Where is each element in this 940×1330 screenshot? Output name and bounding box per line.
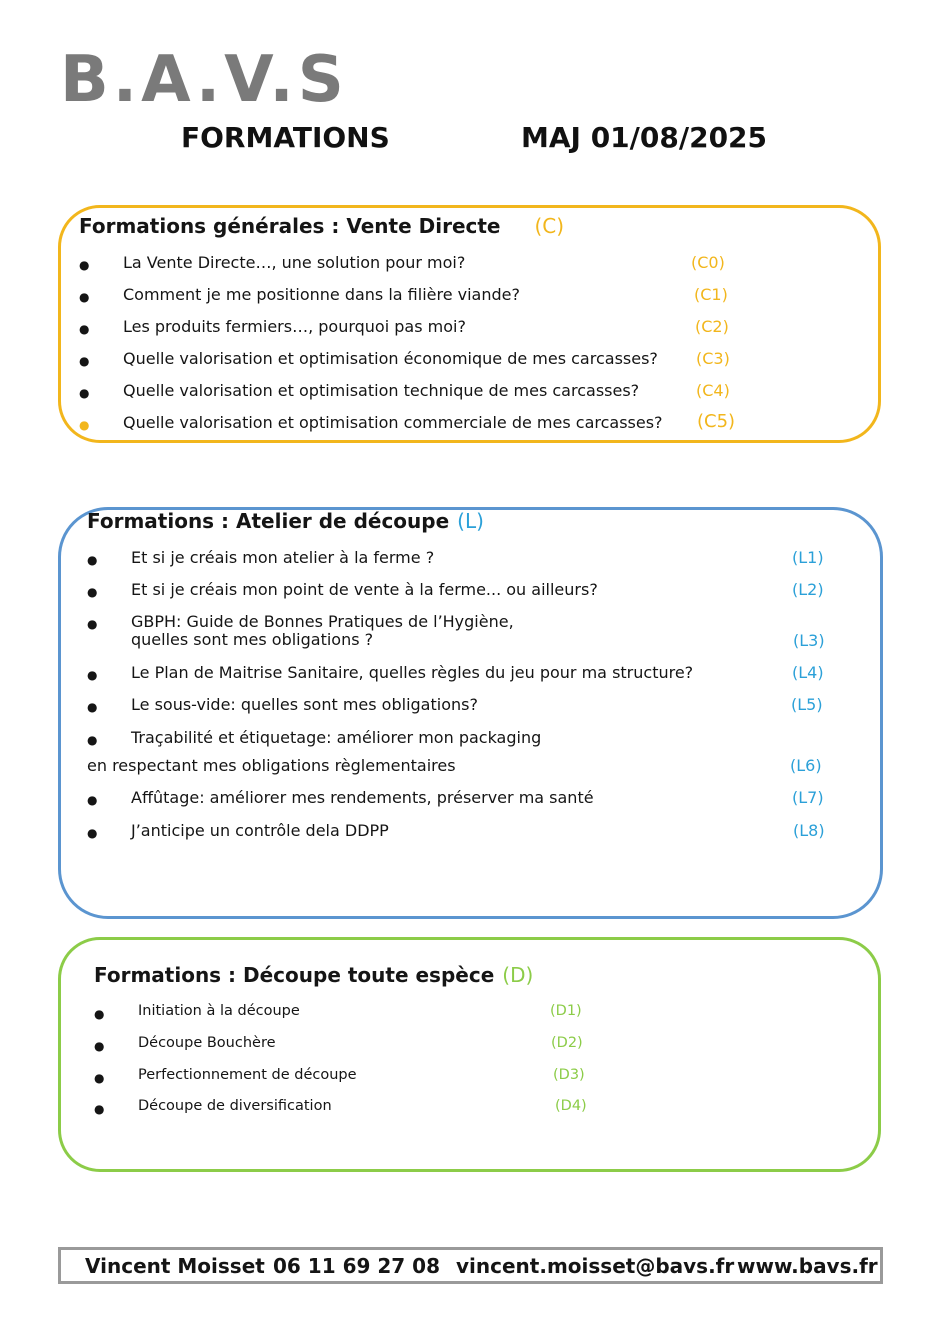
update-date: MAJ 01/08/2025: [521, 121, 768, 154]
list-item: J’anticipe un contrôle dela DDPP: [131, 821, 389, 840]
bullet-icon: ●: [79, 418, 90, 432]
list-item: Traçabilité et étiquetage: améliorer mon packaging: [131, 728, 542, 747]
list-item: La Vente Directe…, une solution pour moi?: [123, 253, 466, 272]
list-item: Quelle valorisation et optimisation technique de mes carcasses?: [123, 381, 640, 400]
bullet-icon: ●: [94, 1071, 105, 1085]
item-code: (C3): [696, 349, 730, 368]
list-item: Affûtage: améliorer mes rendements, préserver ma santé: [131, 788, 594, 807]
bullet-icon: ●: [94, 1102, 105, 1116]
item-code: (L8): [793, 821, 825, 840]
bullet-icon: ●: [94, 1007, 105, 1021]
bullet-icon: ●: [94, 1039, 105, 1053]
list-item: Les produits fermiers…, pourquoi pas moi?: [123, 317, 466, 336]
bullet-icon: ●: [87, 585, 98, 599]
item-code: (D2): [551, 1035, 583, 1051]
item-code: (C2): [695, 317, 729, 336]
item-code: (C4): [696, 381, 730, 400]
contact-phone[interactable]: 06 11 69 27 08: [273, 1254, 441, 1278]
bullet-icon: ●: [79, 354, 90, 368]
list-item: Quelle valorisation et optimisation économique de mes carcasses?: [123, 349, 658, 368]
item-code: (D1): [550, 1003, 582, 1019]
bullet-icon: ●: [87, 700, 98, 714]
page-title: FORMATIONS: [181, 121, 390, 154]
list-item: Initiation à la découpe: [138, 1003, 300, 1019]
section-c-title: [79, 216, 564, 236]
list-item-continuation: en respectant mes obligations règlementaires: [87, 756, 456, 775]
list-item-continuation: quelles sont mes obligations ?: [131, 630, 374, 649]
list-item: Et si je créais mon point de vente à la ferme... ou ailleurs?: [131, 580, 598, 599]
item-code: (D4): [555, 1098, 587, 1114]
bullet-icon: ●: [87, 668, 98, 682]
section-l-title-text: Formations : Atelier de découpe: [87, 509, 450, 533]
bullet-icon: ●: [87, 553, 98, 567]
contact-email[interactable]: vincent.moisset@bavs.fr: [456, 1254, 735, 1278]
contact-name: Vincent Moisset: [85, 1254, 265, 1278]
section-d-code: (D): [502, 963, 534, 987]
section-l-code: (L): [457, 509, 484, 533]
bullet-icon: ●: [87, 617, 98, 631]
bullet-icon: ●: [87, 793, 98, 807]
contact-footer: [58, 1247, 883, 1284]
item-code: (L1): [792, 548, 824, 567]
section-c-code: (C): [534, 214, 565, 238]
item-code: (L5): [791, 695, 823, 714]
item-code: (C0): [691, 253, 725, 272]
item-code: (L3): [793, 631, 825, 650]
list-item: Le Plan de Maitrise Sanitaire, quelles règles du jeu pour ma structure?: [131, 663, 694, 682]
bullet-icon: ●: [79, 386, 90, 400]
item-code: (L6): [790, 756, 822, 775]
list-item: Perfectionnement de découpe: [138, 1067, 357, 1083]
item-code: (L7): [792, 788, 824, 807]
section-c-title-text: Formations générales : Vente Directe: [79, 214, 501, 238]
section-d-title-text: Formations : Découpe toute espèce: [94, 963, 495, 987]
section-l-title: [87, 511, 484, 531]
item-code: (C1): [694, 285, 728, 304]
bullet-icon: ●: [87, 826, 98, 840]
list-item: Découpe de diversification: [138, 1098, 332, 1114]
logo: B.A.V.S: [60, 43, 348, 117]
item-code: (D3): [553, 1067, 585, 1083]
contact-website[interactable]: www.bavs.fr: [737, 1254, 878, 1278]
item-code: (L2): [792, 580, 824, 599]
bullet-icon: ●: [79, 290, 90, 304]
list-item: Et si je créais mon atelier à la ferme ?: [131, 548, 435, 567]
item-code: (L4): [792, 663, 824, 682]
section-d-title: [94, 965, 533, 985]
list-item: Le sous-vide: quelles sont mes obligations?: [131, 695, 478, 714]
list-item: Découpe Bouchère: [138, 1035, 276, 1051]
list-item: Quelle valorisation et optimisation commerciale de mes carcasses?: [123, 413, 663, 432]
bullet-icon: ●: [87, 733, 98, 747]
item-code: (C5): [697, 411, 736, 432]
bullet-icon: ●: [79, 258, 90, 272]
list-item: Comment je me positionne dans la filière viande?: [123, 285, 520, 304]
list-item: GBPH: Guide de Bonnes Pratiques de l’Hygiène,: [131, 612, 514, 631]
bullet-icon: ●: [79, 322, 90, 336]
